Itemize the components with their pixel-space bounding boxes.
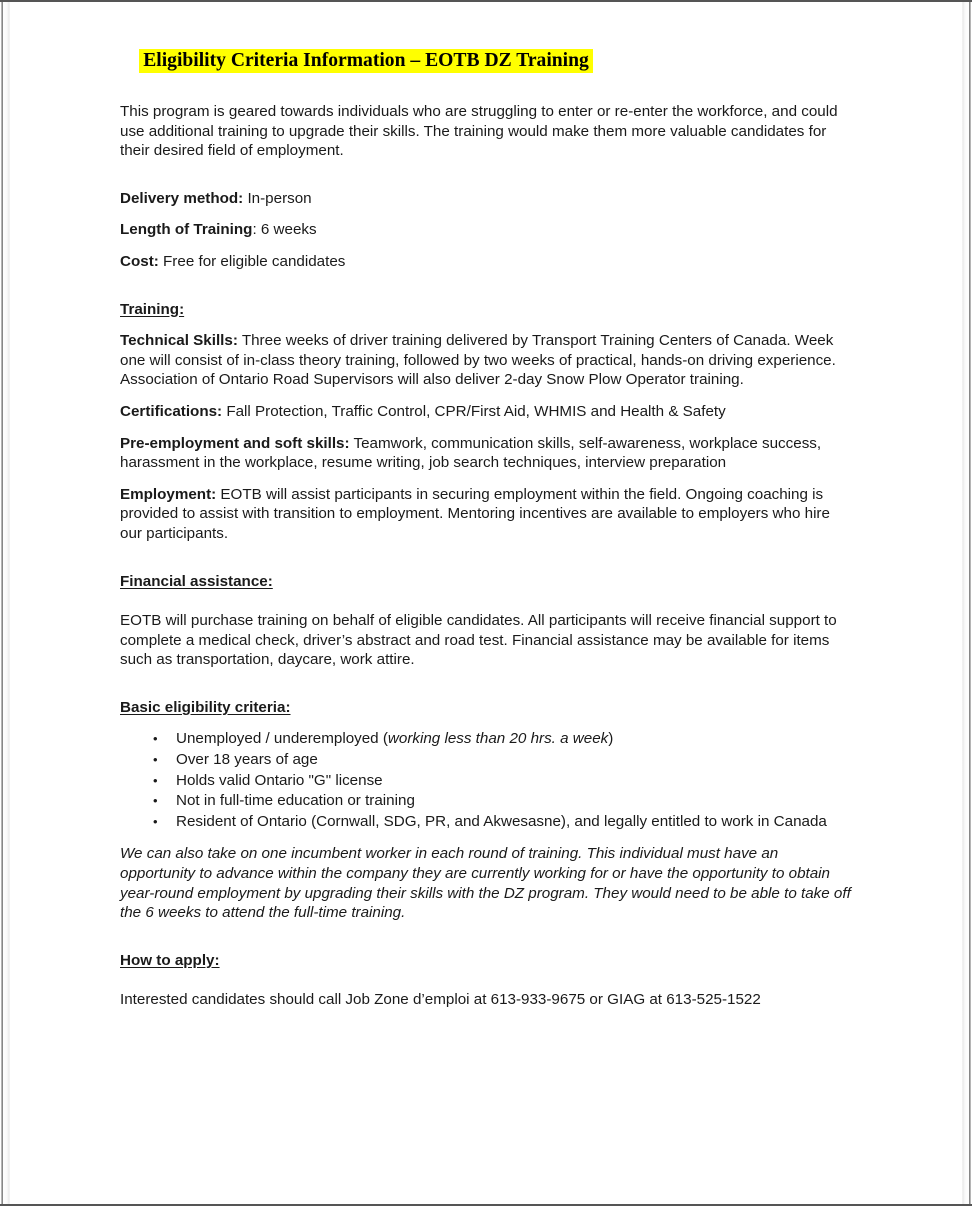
bullet-icon: • (153, 752, 158, 768)
list-item (120, 812, 852, 833)
spacer (120, 208, 852, 220)
list-item-text-italic: working less than 20 hrs. a week (387, 730, 609, 748)
bullet-icon: • (153, 793, 158, 809)
list-item-text-after: ) (608, 730, 614, 748)
page-left-edge (0, 2, 10, 1204)
bullet-icon: • (153, 813, 158, 829)
eligibility-criteria-list (120, 729, 852, 832)
list-item-text: Resident of Ontario (Cornwall, SDG, PR, and Akwesasne), and legally entitled to work in Canada (176, 812, 827, 830)
spacer (120, 272, 852, 300)
training-item-employment-label: Employment: (120, 485, 217, 503)
spacer (120, 670, 852, 698)
training-item-certifications-label: Certifications: (120, 402, 223, 420)
spacer (120, 832, 852, 844)
training-item-employment (120, 485, 852, 544)
training-item-technical-skills-label: Technical Skills: (120, 332, 238, 350)
page-right-edge (962, 2, 972, 1204)
page-title-highlight: Eligibility Criteria Information – EOTB DZ Training (139, 49, 593, 73)
fact-cost (120, 252, 852, 272)
list-item (120, 750, 852, 771)
section-heading-how-to-apply: How to apply: (120, 951, 220, 969)
training-item-technical-skills-value: Three weeks of driver training delivered by Transport Training Centers of Canada. Week one will consist of in-class theory training, followed by two weeks of practical, hands-on driving experience. Association of Ontario Road Supervisors will also deliver 2-day Snow Plow Operator training. (120, 332, 836, 389)
financial-assistance-body: EOTB will purchase training on behalf of eligible candidates. All participants will receive financial support to complete a medical check, driver’s abstract and road test. Financial assistance may be available for items such as transportation, daycare, work attire. (120, 612, 837, 669)
spacer (120, 390, 852, 402)
list-item-text: Holds valid Ontario "G" license (176, 771, 383, 789)
list-item (120, 771, 852, 792)
spacer (120, 544, 852, 572)
section-heading-training: Training: (120, 300, 185, 318)
fact-delivery-method-label: Delivery method: (120, 189, 244, 207)
training-item-employment-value: EOTB will assist participants in securing employment within the field. Ongoing coaching is provided to assist with transition to employment. Mentoring incentives are available to employers who hire our participants. (120, 485, 830, 542)
section-heading-financial-assistance: Financial assistance: (120, 572, 273, 590)
list-item-text: Not in full-time education or training (176, 792, 415, 810)
bullet-icon: • (153, 772, 158, 788)
training-item-soft-skills (120, 434, 852, 473)
spacer (120, 319, 852, 331)
section-heading-basic-eligibility: Basic eligibility criteria: (120, 698, 291, 716)
how-to-apply-body: Interested candidates should call Job Zone d’emploi at 613-933-9675 or GIAG at 613-525-1522 (120, 991, 761, 1009)
spacer (120, 717, 852, 729)
list-item-text: Unemployed / underemployed ( (176, 730, 388, 748)
spacer (120, 591, 852, 611)
spacer (120, 422, 852, 434)
fact-length-of-training-label: Length of Training (120, 221, 253, 239)
fact-length-of-training (120, 220, 852, 240)
spacer (120, 161, 852, 189)
page-title (0, 48, 732, 74)
fact-delivery-method (120, 189, 852, 209)
list-item (120, 791, 852, 812)
fact-cost-label: Cost: (120, 252, 159, 270)
list-item (120, 729, 852, 750)
training-item-certifications (120, 402, 852, 422)
training-item-technical-skills (120, 331, 852, 390)
training-item-certifications-value: Fall Protection, Traffic Control, CPR/First Aid, WHMIS and Health & Safety (222, 402, 726, 420)
spacer (120, 970, 852, 990)
document-flow (120, 102, 852, 1010)
fact-delivery-method-value: In-person (243, 189, 312, 207)
intro-paragraph: This program is geared towards individuals who are struggling to enter or re-enter the workforce, and could use additional training to upgrade their skills. The training would make them more valuable candidates for their desired field of employment. (120, 103, 838, 160)
fact-cost-value: Free for eligible candidates (158, 252, 346, 270)
training-item-soft-skills-value: Teamwork, communication skills, self-awareness, workplace success, harassment in the workplace, resume writing, job search techniques, interview preparation (120, 434, 822, 472)
training-item-soft-skills-label: Pre-employment and soft skills: (120, 434, 350, 452)
spacer (120, 473, 852, 485)
incumbent-worker-note: We can also take on one incumbent worker in each round of training. This individual must have an opportunity to advance within the company they are currently working for or have the opportunity to obtain year-round employment by upgrading their skills with the DZ program. They would need to be able to take off the 6 weeks to attend the full-time training. (120, 845, 851, 922)
list-item-text: Over 18 years of age (176, 751, 318, 769)
bullet-icon: • (153, 731, 158, 747)
spacer (120, 240, 852, 252)
fact-length-of-training-value: : 6 weeks (252, 221, 317, 239)
spacer (120, 923, 852, 951)
